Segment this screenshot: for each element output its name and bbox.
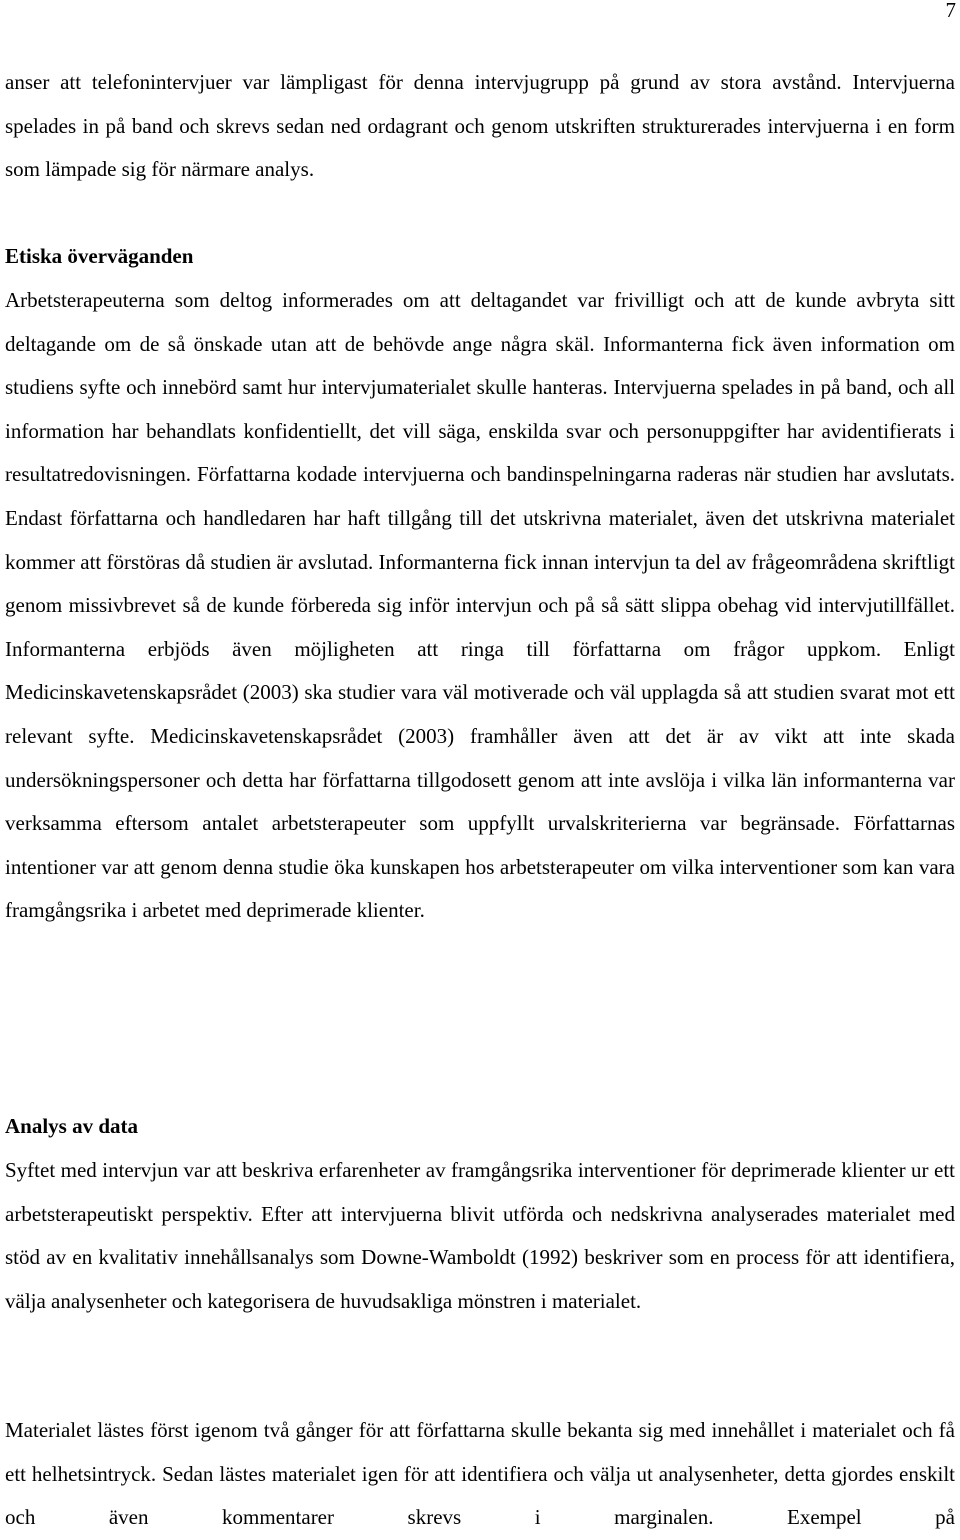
analysis-heading: Analys av data [5, 1114, 139, 1138]
analysis-paragraph: Syftet med intervjun var att beskriva erfarenheter av framgångsrika interventioner för deprimerade klienter ur ett arbetsterapeutiskt perspektiv. Efter att intervjuerna blivit utförda och nedskrivna analyserades materialet med stöd av en kvalitativ innehållsanalys som Downe-Wamboldt (1992) beskriver som en process för att identifiera, välja analysenheter och kategorisera de huvudsakliga mönstren i materialet. [5, 1158, 955, 1313]
intro-paragraph: anser att telefonintervjuer var lämpligast för denna intervjugrupp på grund av stora avstånd. Intervjuerna spelades in på band och skrevs sedan ned ordagrant och genom utskriften strukturerades intervjuerna i en form som lämpade sig för närmare analys. [5, 70, 955, 182]
ethics-paragraph: Arbetsterapeuterna som deltog informerades om att deltagandet var frivilligt och att de kunde avbryta sitt deltagande om de så önskade utan att de behövde ange några skäl. Informanterna fick även information om studiens syfte och innebörd samt hur intervjumaterialet skulle hanteras. Intervjuerna spelades in på band, och all information har behandlats konfidentiellt, det vill säga, enskilda svar och personuppgifter har avidentifierats i resultatredovisningen. Författarna kodade intervjuerna och bandinspelningarna raderas när studien har avslutats. Endast författarna och handledaren har haft tillgång till det utskrivna materialet, även det utskrivna materialet kommer att förstöras då studien är avslutad. Informanterna fick innan intervjun ta del av frågeområdena skriftligt genom missivbrevet så de kunde förbereda sig inför intervjun och på så sätt slippa obehag vid intervjutillfället. Informanterna erbjöds även möjligheten att ringa till författarna om frågor uppkom. Enligt Medicinskavetenskapsrådet (2003) ska studier vara väl motiverade och väl upplagda så att studien svarat mot ett relevant syfte. Medicinskavetenskapsrådet (2003) framhåller även att det är av vikt att inte skada undersökningspersoner och detta har författarna tillgodosett genom att inte avslöja i vilka län informanterna var verksamma eftersom antalet arbetsterapeuter som uppfyllt urvalskriterierna var begränsade. Författarnas intentioner var att genom denna studie öka kunskapen hos arbetsterapeuter om vilka interventioner som kan vara framgångsrika i arbetet med deprimerade klienter. [5, 288, 955, 923]
analysis-paragraph-continued: Materialet lästes först igenom två gånger för att författarna skulle bekanta sig med innehållet i materialet och få ett helhetsintryck. Sedan lästes materialet igen för att identifiera och välja ut analysenheter, detta gjordes enskilt och även kommentarer skrevs i marginalen. Exempel på [5, 1418, 955, 1530]
ethics-heading: Etiska överväganden [5, 244, 194, 268]
page-number: 7 [945, 0, 956, 22]
